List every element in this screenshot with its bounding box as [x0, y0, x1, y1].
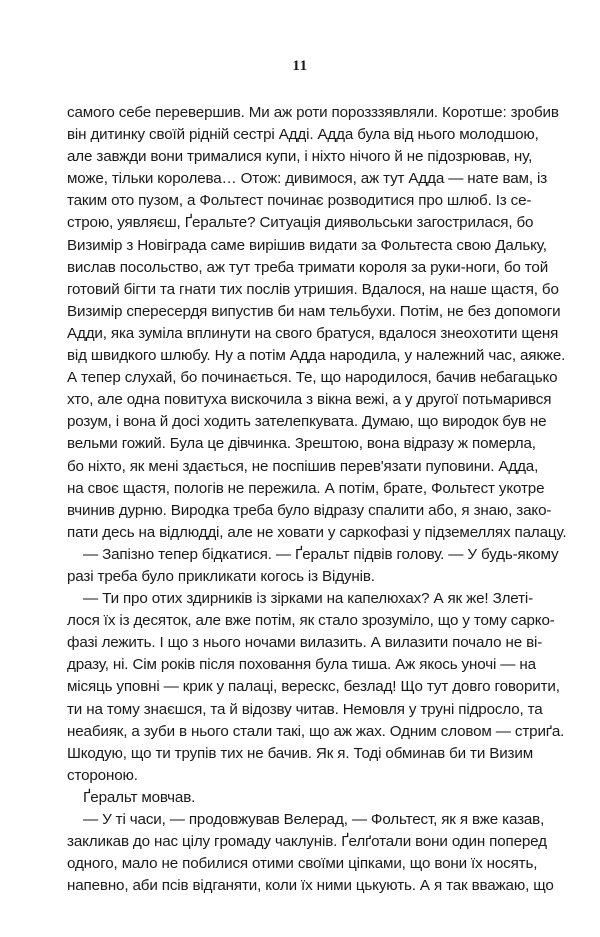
text-line: стороною. [67, 766, 138, 784]
paragraph [67, 809, 554, 897]
paragraph [67, 102, 567, 544]
text-line: фазі лежить. І що з нього ночами вилазить. А вилазити почало не ві- [67, 634, 543, 652]
paragraph [67, 588, 565, 787]
text-line: Шкодую, що ти трупів тих не бачив. Як я. Тоді обминав би ти Визим [67, 744, 533, 762]
text-line: вислав посольство, аж тут треба тримати короля за руки-ноги, бо той [67, 258, 549, 276]
text-line: неабияк, а зуби в нього стали такі, що аж жах. Одним словом — стриґа. [67, 722, 565, 740]
text-line: від швидкого шлюбу. Ну а потім Адда народила, у належний час, аякже. [67, 347, 566, 365]
text-line: він дитинку своїй рідній сестрі Адді. Адда була від нього молодшою, [67, 126, 539, 144]
text-line: — Ти про отих здирників із зірками на капелюхах? А як же! Злеті- [83, 590, 534, 608]
body-text [67, 102, 567, 897]
text-line: на своє щастя, пологів не пережила. А потім, брате, Фольтест укотре [67, 479, 545, 497]
text-line: Визимір з Новіграда саме вирішив видати за Фольтеста свою Дальку, [67, 236, 547, 254]
text-line: дразу, ні. Сім років після поховання була тиша. Аж якось уночі — на [67, 656, 536, 674]
text-line: — Запізно тепер бідкатися. — Ґеральт підвів голову. — У будь-якому [83, 545, 559, 563]
text-line: вчинив дурню. Виродка треба було відразу спалити або, я знаю, зако- [67, 501, 552, 519]
text-line: напевно, аби псів відганяти, коли їх ними цькують. А я так вважаю, що [67, 877, 554, 895]
text-line: може, тільки королева… Отож: дивимося, аж тут Адда — нате вам, із [67, 170, 548, 188]
page-number: 11 [292, 58, 308, 74]
text-line: Визимір спересердя випустив би нам тельбухи. Потім, не без допомоги [67, 302, 561, 320]
text-line: але завжди вони трималися купи, і ніхто нічого й не підозрював, ну, [67, 148, 533, 166]
text-line: хто, але одна повитуха вискочила з вікна вежі, а у другої потьмарився [67, 391, 552, 409]
text-line: Ґеральт мовчав. [83, 788, 196, 806]
text-line: таким ото пузом, а Фольтест починає розводитися про шлюб. Із се- [67, 192, 532, 210]
text-line: пати десь на відлюдді, але не ховати у саркофазі у підземеллях палацу. [67, 523, 567, 541]
text-line: ти на тому знаєшся, та й відозву читав. Немовля у труні підросло, та [67, 700, 543, 718]
paragraph [67, 787, 529, 809]
text-line: бо ніхто, як мені здається, не поспішив перев'язати пуповини. Адда, [67, 457, 539, 475]
text-line: строю, уявляєш, Ґеральте? Ситуація диявольськи загострилася, бо [67, 214, 534, 232]
text-line: місяць уповні — крик у палаці, верескс, безлад! Що тут довго говорити, [67, 678, 560, 696]
text-line: лося їх із десяток, але вже потім, як стало зрозуміло, що у тому сарко- [67, 612, 555, 630]
text-line: — У ті часи, — продовжував Велерад, — Фольтест, як я вже казав, [83, 811, 545, 828]
text-line: розум, і вона й досі ходить зателепкувата. Думаю, що виродок був не [67, 413, 547, 431]
text-line: А тепер слухай, бо починається. Те, що народилося, бачив небагацько [67, 369, 558, 387]
text-line: вельми гожий. Була це дівчинка. Зрештою, вона відразу ж померла, [67, 435, 536, 453]
text-line: одного, мало не побилися отими своїми ціпками, що вони їх носять, [67, 855, 538, 873]
text-line: разі треба було прикликати когось із Відунів. [67, 567, 375, 585]
text-line: Адди, яка зуміла вплинути на свого братуся, вдалося знеохотити щеня [67, 324, 559, 342]
paragraph [67, 544, 559, 588]
text-line: самого себе перевершив. Ми аж роти порозззявляли. Коротше: зробив [67, 104, 559, 121]
text-line: закликав до нас цілу громаду чаклунів. Ґелґотали вони один поперед [67, 833, 547, 851]
text-line: готовий бігти та гнати тих послів утришия. Вдалося, на наше щастя, бо [67, 280, 559, 298]
